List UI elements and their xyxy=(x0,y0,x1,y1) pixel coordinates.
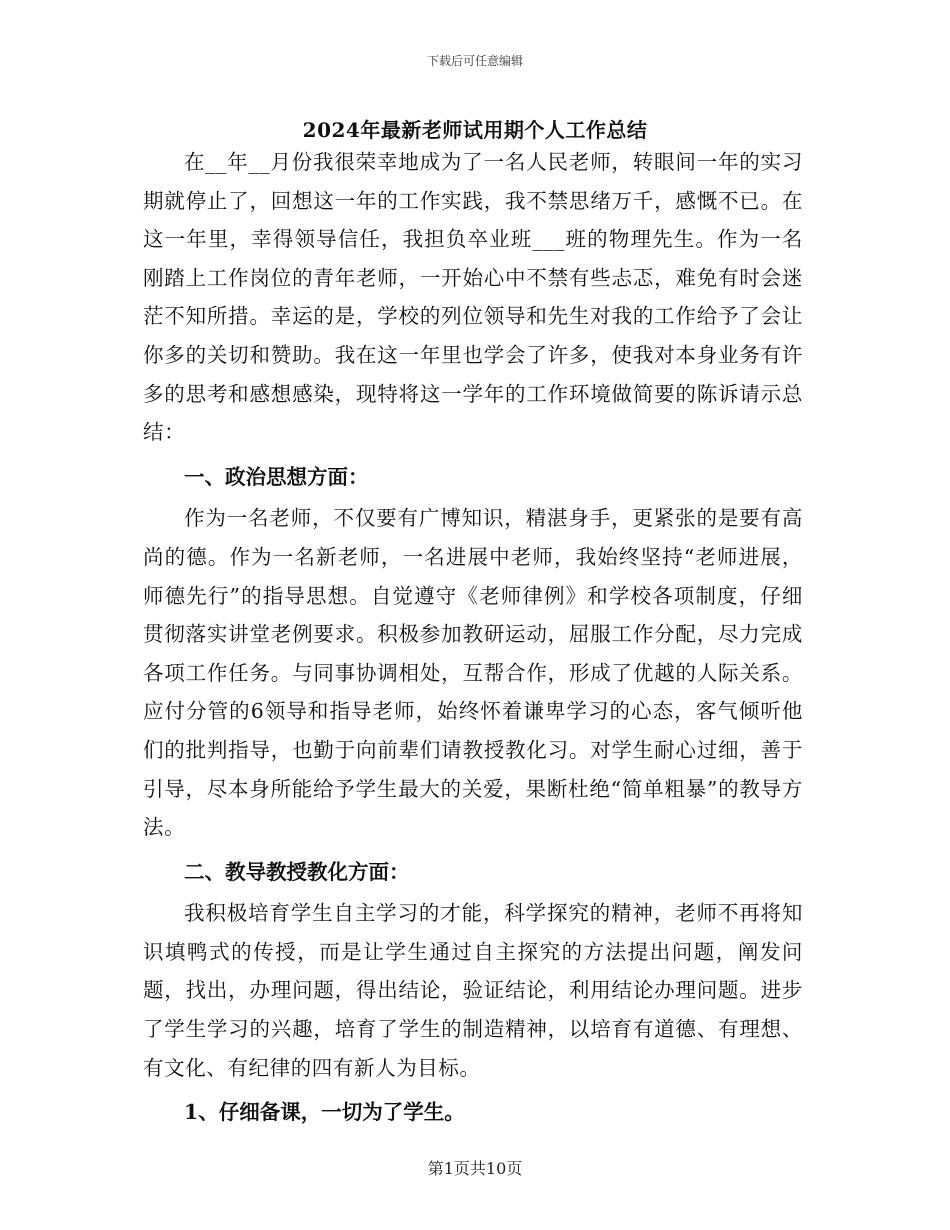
teaching-paragraph: 我积极培育学生自主学习的才能，科学探究的精神，老师不再将知识填鸭式的传授，而是让学生通过自主探究的方法提出问题，阐发问题，找出，办理问题，得出结论，验证结论，利用结论办理问题。进步了学生学习的兴趣，培育了学生的制造精神，以培育有道德、有理想、有文化、有纪律的四有新人为目标。 xyxy=(143,901,803,1080)
document-title: 2024年最新老师试用期个人工作总结 xyxy=(302,118,648,142)
page-number: 第1页共10页 xyxy=(427,1159,523,1178)
page-header-note: 下载后可任意编辑 xyxy=(426,54,523,68)
section-heading-teaching: 二、教导教授教化方面： xyxy=(184,859,410,884)
intro-paragraph: 在__年__月份我很荣幸地成为了一名人民老师，转眼间一年的实习期就停止了，回想这一年的工作实践，我不禁思绪万千，感慨不已。在这一年里，幸得领导信任，我担负卒业班___班的物理先生。作为一名刚踏上工作岗位的青年老师，一开始心中不禁有些忐忑，难免有时会迷茫不知所措。幸运的是，学校的列位领导和先生对我的工作给予了会让你多的关切和赞助。我在这一年里也学会了许多，使我对本身业务有许多的思考和感想感染，现特将这一学年的工作环境做简要的陈诉请示总结： xyxy=(143,150,803,445)
political-paragraph: 作为一名老师，不仅要有广博知识，精湛身手，更紧张的是要有高尚的德。作为一名新老师，一名进展中老师，我始终坚持“老师进展，师德先行”的指导思想。自觉遵守《老师律例》和学校各项制度，仔细贯彻落实讲堂老例要求。积极参加教研运动，屈服工作分配，尽力完成各项工作任务。与同事协调相处，互帮合作，形成了优越的人际关系。应付分管的6领导和指导老师，始终怀着谦卑学习的心态，客气倾听他们的批判指导，也勤于向前辈们请教授教化习。对学生耐心过细，善于引导，尽本身所能给予学生最大的关爱，果断杜绝“简单粗暴”的教导方法。 xyxy=(143,506,803,840)
section-heading-political: 一、政治思想方面： xyxy=(184,464,369,489)
document-body xyxy=(143,143,803,1135)
subsection-heading-lesson-prep: 1、仔细备课，一切为了学生。 xyxy=(184,1100,465,1125)
